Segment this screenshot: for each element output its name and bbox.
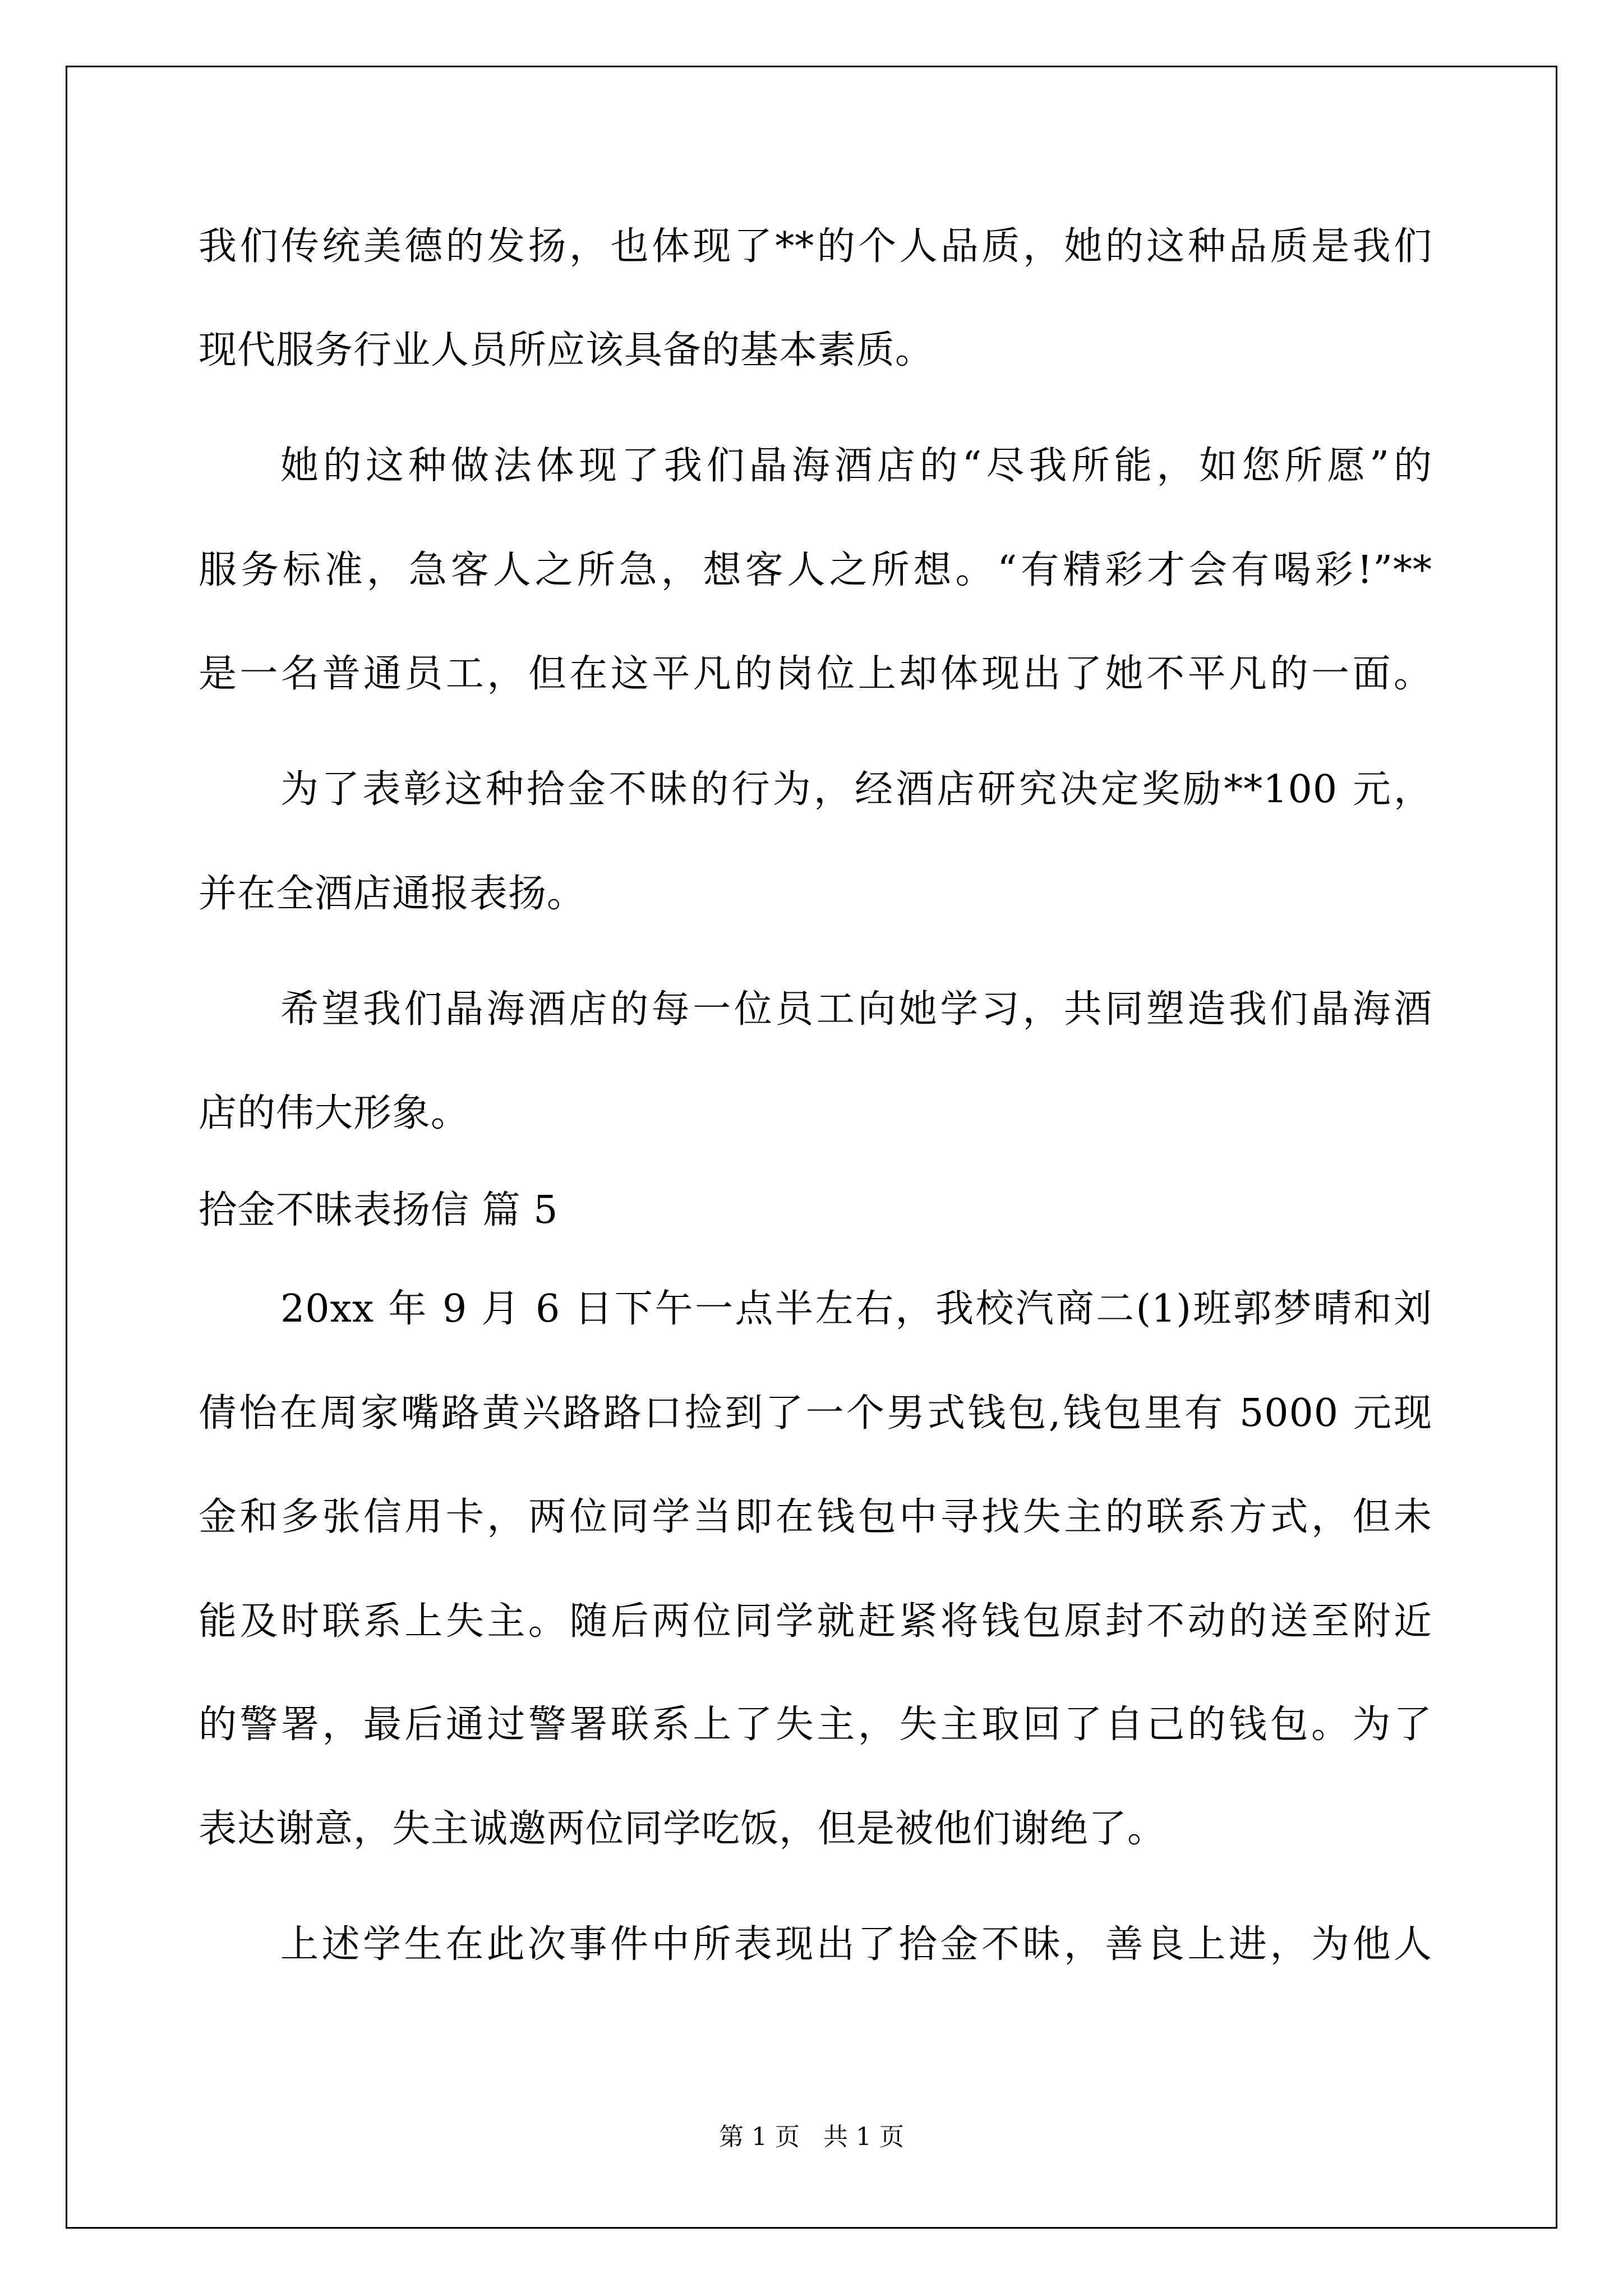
- page-border: [66, 66, 1557, 2229]
- body-line-1: 我们传统美德的发扬，也体现了**的个人品质，她的这种品质是我们: [199, 224, 1432, 269]
- body-line-14: 能及时联系上失主。随后两位同学就赶紧将钱包原封不动的送至附近: [199, 1599, 1432, 1644]
- body-line-4: 服务标准，急客人之所急，想客人之所想。“有精彩才会有喝彩!”**: [199, 548, 1432, 592]
- body-line-6: 为了表彰这种拾金不昧的行为，经酒店研究决定奖励**100 元，: [280, 767, 1432, 812]
- body-line-12: 倩怡在周家嘴路黄兴路路口捡到了一个男式钱包,钱包里有 5000 元现: [199, 1391, 1432, 1435]
- body-line-11: 20xx 年 9 月 6 日下午一点半左右，我校汽商二(1)班郭梦晴和刘: [280, 1287, 1432, 1331]
- body-line-7: 并在全酒店通报表扬。: [199, 872, 586, 916]
- body-line-5: 是一名普通员工，但在这平凡的岗位上却体现出了她不平凡的一面。: [199, 652, 1432, 696]
- body-line-15: 的警署，最后通过警署联系上了失主，失主取回了自己的钱包。为了: [199, 1703, 1432, 1747]
- body-line-3: 她的这种做法体现了我们晶海酒店的“尽我所能，如您所愿”的: [280, 444, 1432, 488]
- body-line-2: 现代服务行业人员所应该具备的基本素质。: [199, 328, 934, 372]
- body-line-17: 上述学生在此次事件中所表现出了拾金不昧，善良上进，为他人: [280, 1922, 1432, 1967]
- body-line-9: 店的伟大形象。: [199, 1091, 470, 1135]
- section-heading: 拾金不昧表扬信 篇 5: [199, 1188, 559, 1232]
- body-line-8: 希望我们晶海酒店的每一位员工向她学习，共同塑造我们晶海酒: [280, 987, 1432, 1032]
- page-number-footer: 第 1 页 共 1 页: [719, 2123, 904, 2151]
- body-line-13: 金和多张信用卡，两位同学当即在钱包中寻找失主的联系方式，但未: [199, 1495, 1432, 1539]
- body-line-16: 表达谢意，失主诚邀两位同学吃饭，但是被他们谢绝了。: [199, 1807, 1166, 1851]
